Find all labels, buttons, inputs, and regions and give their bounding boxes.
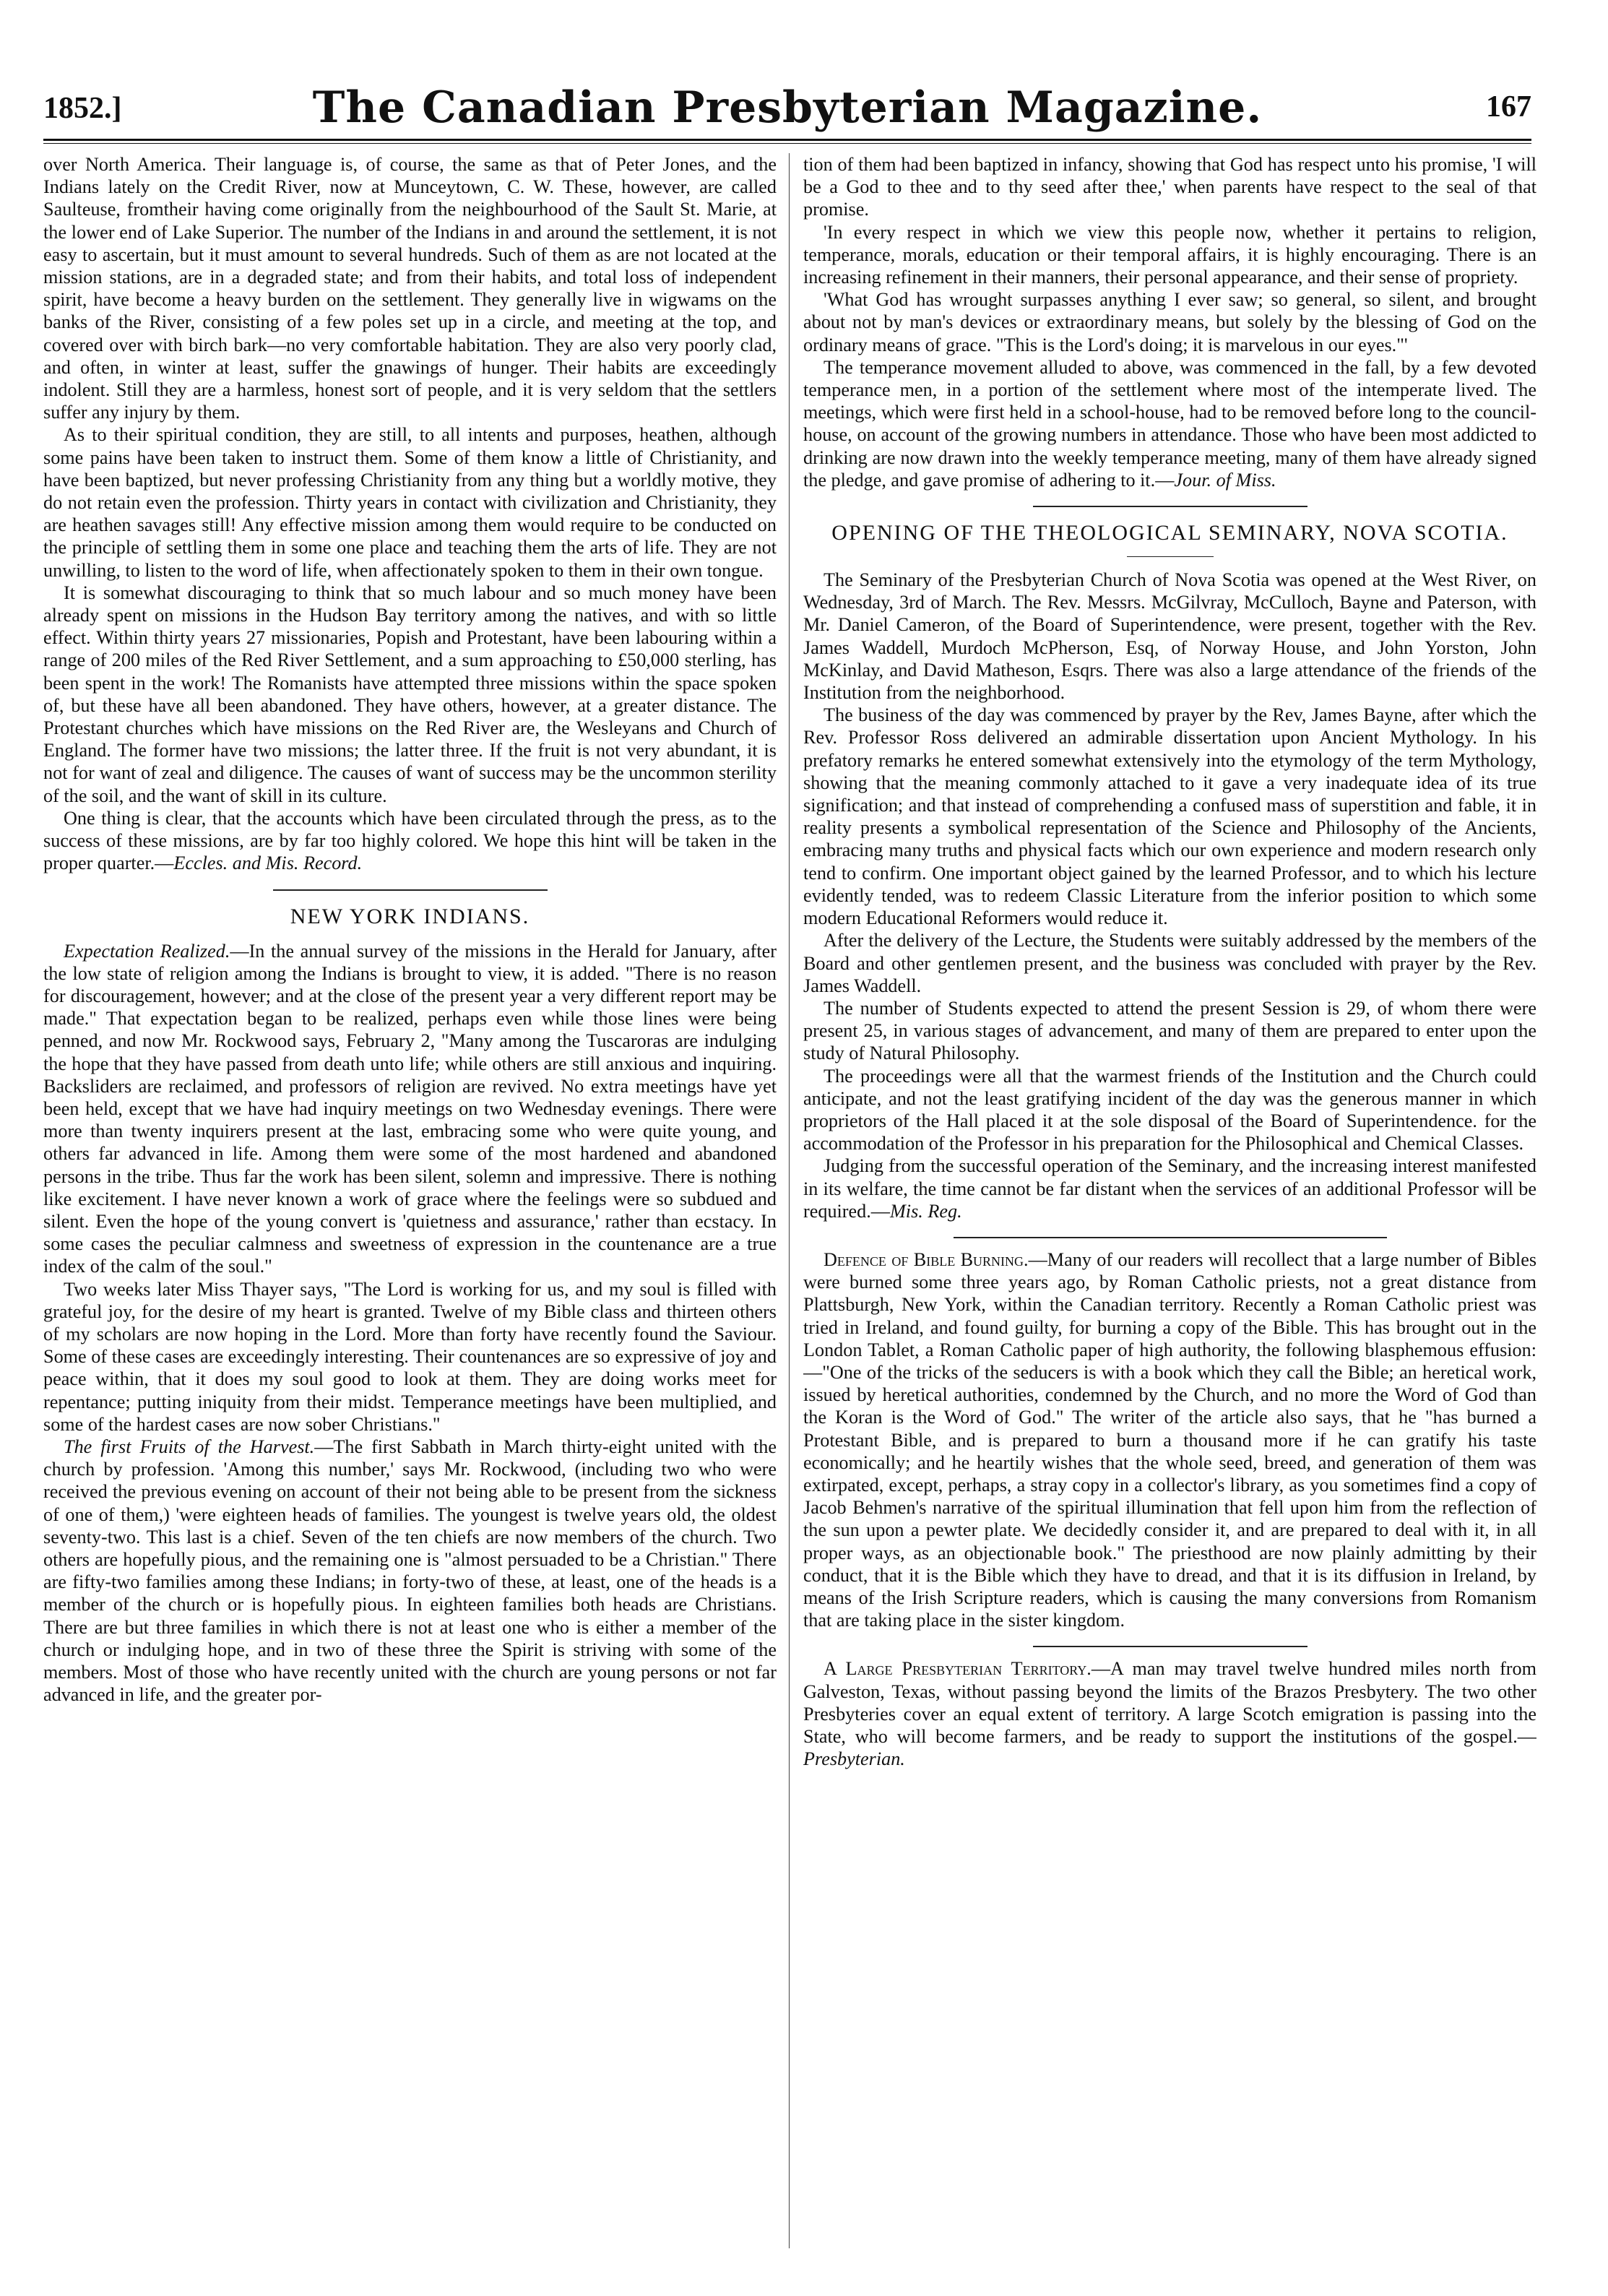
paragraph: 'In every respect in which we view this people now, whether it pertains to religion, temperance, morals, education or their temporal affairs, it is highly encouraging. There is an increasing refinement in their manners, their personal appearance, and their sense of propriety. bbox=[803, 221, 1536, 288]
paragraph-lead: A Large Presbyterian Territory. bbox=[824, 1658, 1092, 1680]
paragraph-text: —In the annual survey of the missions in the Herald for January, after the low state of religion among the Indians is brought to view, it is added. "There is no reason for discouragement, however; and at the close of the present year a very different report may be made." That expectation began to be realized, perhaps even while those lines were being penned, and now Mr. Rockwood says, February 2, "Many among the Tuscaroras are indulging the hope that they have passed from death unto life; while others are still anxious and inquiring. Backsliders are reclaimed, and professors of religion are revived. No extra meetings have yet been held, except that we have had inquiry meetings on two Wednesday evenings. There were more than twenty inquirers present at the last, embracing some who were quite young, and others far advanced in life. Among them were some of the most hardened and abandoned persons in the tribe. Thus far the work has been silent, solemn and impressive. There is nothing like excitement. I have never known a work of grace where the feelings were so subdued and silent. Even the hope of the young convert is 'quietness and assurance,' rather than ecstacy. In some cases the peculiar calmness and sweetness of expression in the countenance are a true index of the calm of the soul." bbox=[43, 940, 777, 1277]
header-rule bbox=[43, 139, 1531, 141]
paragraph-text: —A man may travel twelve hundred miles north from Galveston, Texas, without passing beyond the limits of the Brazos Presbytery. The two other Presbyteries cover an equal extent of territory. A large Scotch emigration is passing into the State, who will become farmers, and be ready to support the institutions of the gospel.— bbox=[803, 1658, 1536, 1747]
paragraph: tion of them had been baptized in infancy, showing that God has respect unto his promise, 'I will be a God to thee and to thy seed after thee,' when parents have respect to the seal of that promise. bbox=[803, 154, 1536, 220]
paragraph: 'What God has wrought surpasses anything I ever saw; so general, so silent, and brought about not by man's devices or extraordinary means, but solely by the blessing of God on the ordinary means of grace. "This is the Lord's doing; it is marvelous in our eyes."' bbox=[803, 289, 1536, 355]
paragraph: over North America. Their language is, of course, the same as that of Peter Jones, and the Indians lately on the Credit River, now at Munceytown, C. W. These, however, are called Saulteuse, fromtheir having come originally from the neighbourhood of the Sault St. Marie, at the lower end of Lake Superior. The number of the Indians in and around the settlement, it is not easy to ascertain, but it must amount to several hundreds. Such of them as are not located at the mission stations, are in a degraded state; and from their habits, and total loss of independent spirit, have become a heavy burden on the settlement. They generally live in wigwams on the banks of the River, consisting of a few poles set up in a circle, and meeting at the top, and covered over with birch bark—no very comfortable habitation. They are also very poorly clad, and often, in winter at least, suffer the gnawings of hunger. Their habits are exceedingly indolent. Still they are a harmless, honest sort of people, and it is very seldom that the settlers suffer any injury by them. bbox=[43, 154, 777, 423]
paragraph bbox=[803, 1155, 1536, 1222]
paragraph: As to their spiritual condition, they are still, to all intents and purposes, heathen, although some pains have been taken to instruct them. Some of them know a little of Christianity, and have been baptized, but never professing Christianity from any thing but a worldly motive, they do not retain even the profession. Thirty years in contact with civilization and Christianity, they are heathen savages still! Any effective mission among them would require to be conducted on the principle of settling them in some one place and teaching them the arts of life. They are not unwilling, to listen to the word of life, when affectionately spoken to them in their own tongue. bbox=[43, 424, 777, 581]
paragraph: The Seminary of the Presbyterian Church of Nova Scotia was opened at the West River, on Wednesday, 3rd of March. The Rev. Messrs. McGilvray, McCulloch, Bayne and Paterson, with Mr. Daniel Cameron, of the Board of Superintendence, were present, together with the Rev. James Waddell, Murdoch McPherson, Esq, of Norway House, and John Yorston, John McKinlay, and David Matheson, Esqrs. There was also a large attendance of the friends of the Institution from the neighborhood. bbox=[803, 569, 1536, 704]
paragraph bbox=[803, 1657, 1536, 1770]
paragraph-text: One thing is clear, that the accounts which have been circulated through the press, as to the success of these missions, are by far too highly colored. We hope this hint will be taken in the proper quarter.— bbox=[43, 807, 777, 874]
paragraph-text: —Many of our readers will recollect that a large number of Bibles were burned some three years ago, by Roman Catholic priests, not a great distance from Plattsburgh, New York, within the Canadian territory. Recently a Roman Catholic priest was tried in Ireland, and found guilty, for burning a copy of the Bible. This has brought out in the London Tablet, a Roman Catholic paper of high authority, the following blasphemous effusion:—"One of the tricks of the seducers is with a book which they call the Bible; an heretical work, issued by heretical authorities, condemned by the Church, and no more the Word of God than the Koran is the Word of God." The writer of the article also says, that he "has burned a Protestant Bible, and is prepared to burn a thousand more if he can gratify his taste economically; and he heartily wishes that the whole seed, breed, and generation of them was extirpated, except, perhaps, a stray copy in a collector's library, as you sometimes find a copy of Jacob Behmen's narrative of the spiritual illumination that fell upon him from the reflection of the sun upon a pewter plate. We decidedly consider it, and are prepared to deal with it, in all proper ways, as an objectionable book." The priesthood are now plainly admitting by their conduct, that it is the Bible which they have to dread, and that it is its diffusion in Ireland, by means of the Irish Scripture readers, which is causing the many conversions from Romanism that are taking place in the sister kingdom. bbox=[803, 1248, 1536, 1631]
section-divider bbox=[1033, 1646, 1307, 1647]
section-divider bbox=[1033, 506, 1307, 507]
paragraph-text: Judging from the successful operation of the Seminary, and the increasing interest manifested in its welfare, the time cannot be far distant when the services of an additional Professor will be required.— bbox=[803, 1155, 1536, 1222]
header-rule-thin bbox=[43, 143, 1531, 144]
section-divider bbox=[954, 1237, 1387, 1238]
column-divider bbox=[789, 153, 790, 2248]
source-citation: Jour. of Miss. bbox=[1174, 469, 1276, 491]
paragraph bbox=[803, 1248, 1536, 1631]
paragraph bbox=[43, 940, 777, 1278]
section-heading: NEW YORK INDIANS. bbox=[290, 904, 530, 928]
section-divider bbox=[273, 889, 548, 891]
source-citation: Presbyterian. bbox=[803, 1748, 905, 1770]
heading-underline bbox=[1127, 556, 1214, 557]
page-header bbox=[43, 78, 1531, 143]
paragraph: After the delivery of the Lecture, the Students were suitably addressed by the members of the Board and other gentlemen present, and the business was concluded with prayer by the Rev. James Waddell. bbox=[803, 930, 1536, 996]
paragraph-text: —The first Sabbath in March thirty-eight united with the church by profession. 'Among this number,' says Mr. Rockwood, (including two who were received the previous evening on account of their not being able to be present from the sickness of one of them,) 'were eighteen heads of families. The youngest is twelve years old, the oldest seventy-two. This last is a chief. Seven of the ten chiefs are now members of the church. Two others are hopefully pious, and the remaining one is "almost persuaded to be a Christian." There are fifty-two families among these Indians; in forty-two of these, at least, one of the heads is a member of the church or is hopefully pious. In eighteen families both heads are Christians. There are but three families in which there is not at least one who is either a member of the church or indulging hope, and in two of these three the Spirit is striving with some of the members. Most of those who have recently united with the church are young persons or not far advanced in life, and the greater por- bbox=[43, 1436, 777, 1706]
paragraph: The number of Students expected to attend the present Session is 29, of whom there were present 25, in various stages of advancement, and many of them are prepared to enter upon the study of Natural Philosophy. bbox=[803, 997, 1536, 1064]
paragraph bbox=[43, 1436, 777, 1706]
paragraph-lead: The first Fruits of the Harvest. bbox=[64, 1436, 315, 1457]
header-title: The Canadian Presbyterian Magazine. bbox=[312, 82, 1263, 133]
paragraph: Two weeks later Miss Thayer says, "The Lord is working for us, and my soul is filled with grateful joy, for the desire of my heart is granted. Twelve of my Bible class and thirteen others of my scholars are now hoping in the Lord. More than forty have recently found the Saviour. Some of these cases are exceedingly interesting. Their countenances are so expressive of joy and peace within, that it does my soul good to look at them. They are doing works meet for repentance; putting iniquity from their midst. Temperance meetings have been multiplied, and some of the hardest cases are now sober Christians." bbox=[43, 1278, 777, 1435]
paragraph bbox=[43, 807, 777, 875]
paragraph: The proceedings were all that the warmest friends of the Institution and the Church could anticipate, and not the least gratifying incident of the day was the generous manner in which proprietors of the Hall placed it at the sole disposal of the Board of Superintendence. for the accommodation of the Professor in his preparation for the Philosophical and Chemical Classes. bbox=[803, 1065, 1536, 1155]
source-citation: Mis. Reg. bbox=[889, 1200, 962, 1222]
header-page-number: 167 bbox=[1486, 90, 1531, 124]
paragraph: The business of the day was commenced by prayer by the Rev, James Bayne, after which the Rev. Professor Ross delivered an admirable dissertation upon Ancient Mythology. In his prefatory remarks he entered somewhat extensively into the etymology of the term Mythology, showing that the meaning commonly attached to it gave a very inadequate idea of its true signification; and that instead of comprehending a confused mass of superstition and fable, it in reality presents a symbolical representation of the Science and Philosophy of the Ancients, embracing many truths and physical facts which our own experience and modern research only tend to confirm. One important object gained by the learned Professor, and to which his lecture evidently tended, was to redeem Classic Literature from the inferior position to which some modern Educational Reformers would reduce it. bbox=[803, 704, 1536, 929]
source-citation: Eccles. and Mis. Record. bbox=[173, 853, 363, 874]
right-column bbox=[803, 153, 1536, 2248]
header-year: 1852.] bbox=[43, 92, 122, 125]
paragraph-lead: Defence of Bible Burning. bbox=[824, 1248, 1029, 1270]
section-heading: OPENING OF THE THEOLOGICAL SEMINARY, NOVA SCOTIA. bbox=[831, 521, 1508, 545]
paragraph: It is somewhat discouraging to think that so much labour and so much money have been already spent on missions in the Hudson Bay territory among the natives, and with so little effect. Within thirty years 27 missionaries, Popish and Protestant, have been labouring within a range of 200 miles of the Red River Settlement, and a sum approaching to £50,000 sterling, has been spent in the work! The Romanists have attempted three missions within the space spoken of, but these have all been abandoned. They have others, however, at a greater distance. The Protestant churches which have missions on the Red River are, the Wesleyans and Church of England. The former have two missions; the latter three. If the fruit is not very abundant, it is not for want of zeal and diligence. The causes of want of success may be the uncommon sterility of the soil, and the want of skill in its culture. bbox=[43, 582, 777, 806]
paragraph-lead: Expectation Realized. bbox=[64, 940, 230, 962]
left-column bbox=[43, 153, 777, 2248]
paragraph bbox=[803, 356, 1536, 491]
paragraph-text: The temperance movement alluded to above, was commenced in the fall, by a few devoted temperance men, in a portion of the settlement where most of the intemperate lived. The meetings, which were first held in a school-house, had to be removed before long to the council-house, on account of the growing numbers in attendance. Those who have been most addicted to drinking are now drawn into the weekly temperance meeting, many of them have already signed the pledge, and gave promise of adhering to it.— bbox=[803, 356, 1536, 491]
